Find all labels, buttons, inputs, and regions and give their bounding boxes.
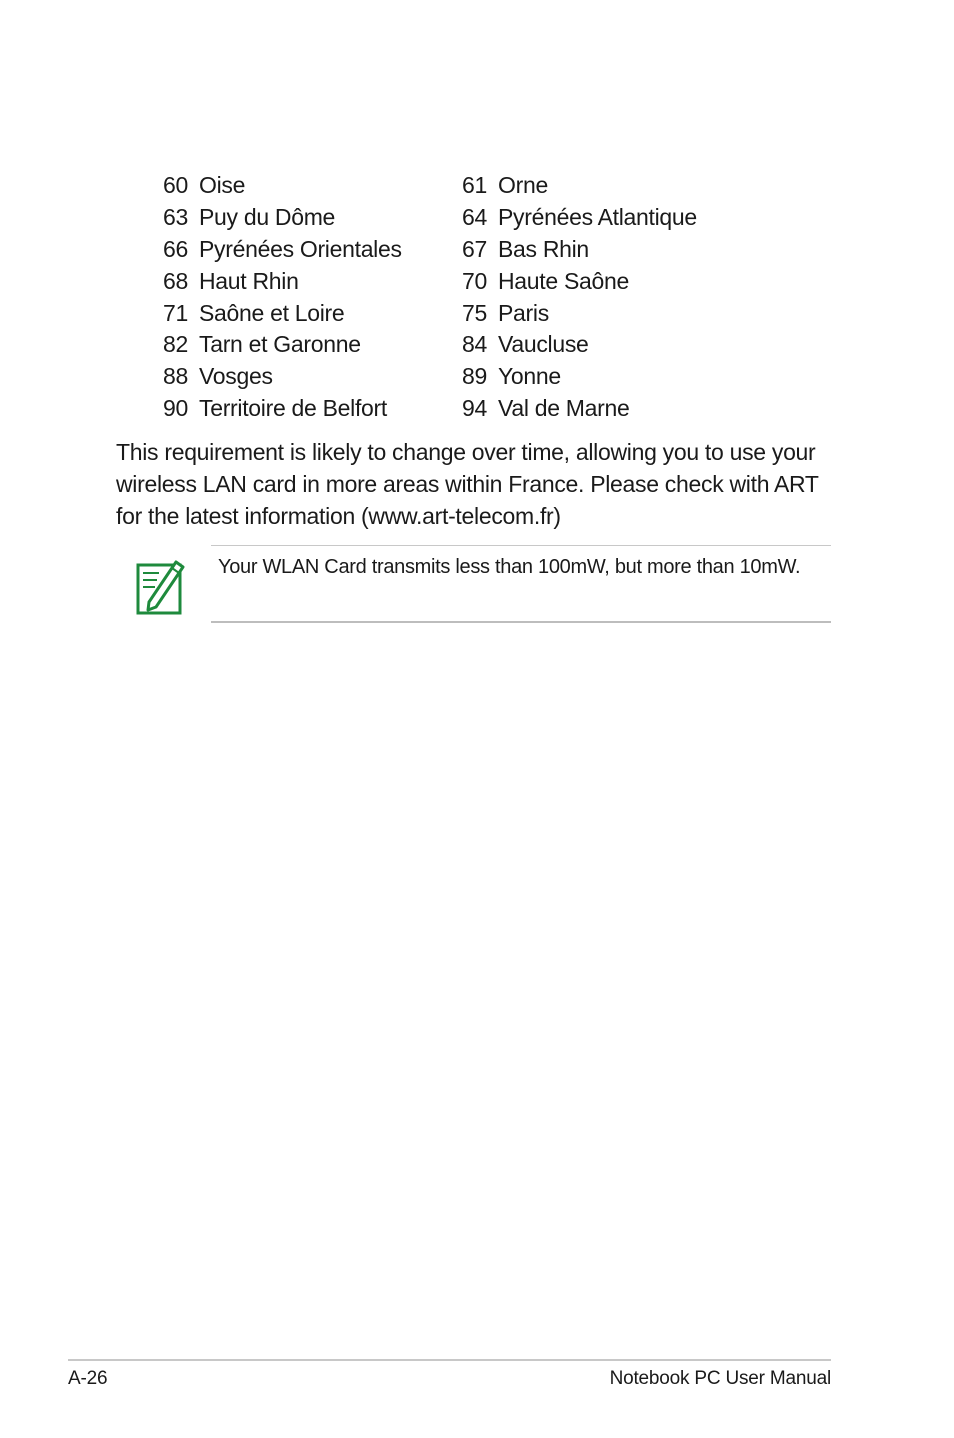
dept-number: 60	[163, 172, 188, 199]
dept-name: Puy du Dôme	[199, 204, 336, 231]
dept-number: 66	[163, 235, 188, 262]
dept-name: Pyrénées Atlantique	[498, 204, 697, 231]
note-pencil-icon	[136, 556, 186, 616]
dept-name: Pyrénées Orientales	[199, 235, 402, 262]
dept-name: Tarn et Garonne	[199, 331, 361, 358]
dept-number: 61	[462, 172, 487, 199]
department-list	[163, 170, 783, 424]
manual-title: Notebook PC User Manual	[609, 1368, 831, 1389]
page-number: A-26	[68, 1368, 108, 1389]
list-item	[163, 361, 783, 393]
list-item	[163, 170, 783, 202]
dept-number: 71	[163, 299, 188, 326]
list-item	[163, 297, 783, 329]
dept-name: Paris	[498, 299, 549, 326]
dept-name: Orne	[498, 172, 548, 199]
note-box	[211, 545, 831, 623]
dept-name: Vosges	[199, 363, 273, 390]
dept-number: 68	[163, 267, 188, 294]
list-item	[163, 393, 783, 425]
dept-name: Val de Marne	[498, 394, 630, 421]
dept-number: 82	[163, 331, 188, 358]
list-item	[163, 265, 783, 297]
dept-name: Saône et Loire	[199, 299, 345, 326]
dept-name: Haute Saône	[498, 267, 629, 294]
dept-name: Haut Rhin	[199, 267, 299, 294]
dept-number: 94	[462, 394, 487, 421]
list-item	[163, 234, 783, 266]
dept-name: Vaucluse	[498, 331, 589, 358]
dept-name: Oise	[199, 172, 246, 199]
dept-number: 89	[462, 363, 487, 390]
dept-number: 67	[462, 235, 487, 262]
dept-number: 88	[163, 363, 188, 390]
dept-number: 90	[163, 394, 188, 421]
dept-number: 75	[462, 299, 487, 326]
dept-number: 84	[462, 331, 487, 358]
dept-name: Yonne	[498, 363, 561, 390]
dept-name: Territoire de Belfort	[199, 394, 387, 421]
dept-number: 63	[163, 204, 188, 231]
body-paragraph: This requirement is likely to change over time, allowing you to use your wireless LAN card in more areas within France. Please check with ART for the latest information (www.art-telecom.fr)	[116, 439, 819, 529]
list-item	[163, 329, 783, 361]
dept-name: Bas Rhin	[498, 235, 589, 262]
dept-number: 64	[462, 204, 487, 231]
list-item	[163, 202, 783, 234]
dept-number: 70	[462, 267, 487, 294]
footer-divider	[68, 1359, 831, 1361]
note-text: Your WLAN Card transmits less than 100mW, but more than 10mW.	[218, 556, 801, 578]
